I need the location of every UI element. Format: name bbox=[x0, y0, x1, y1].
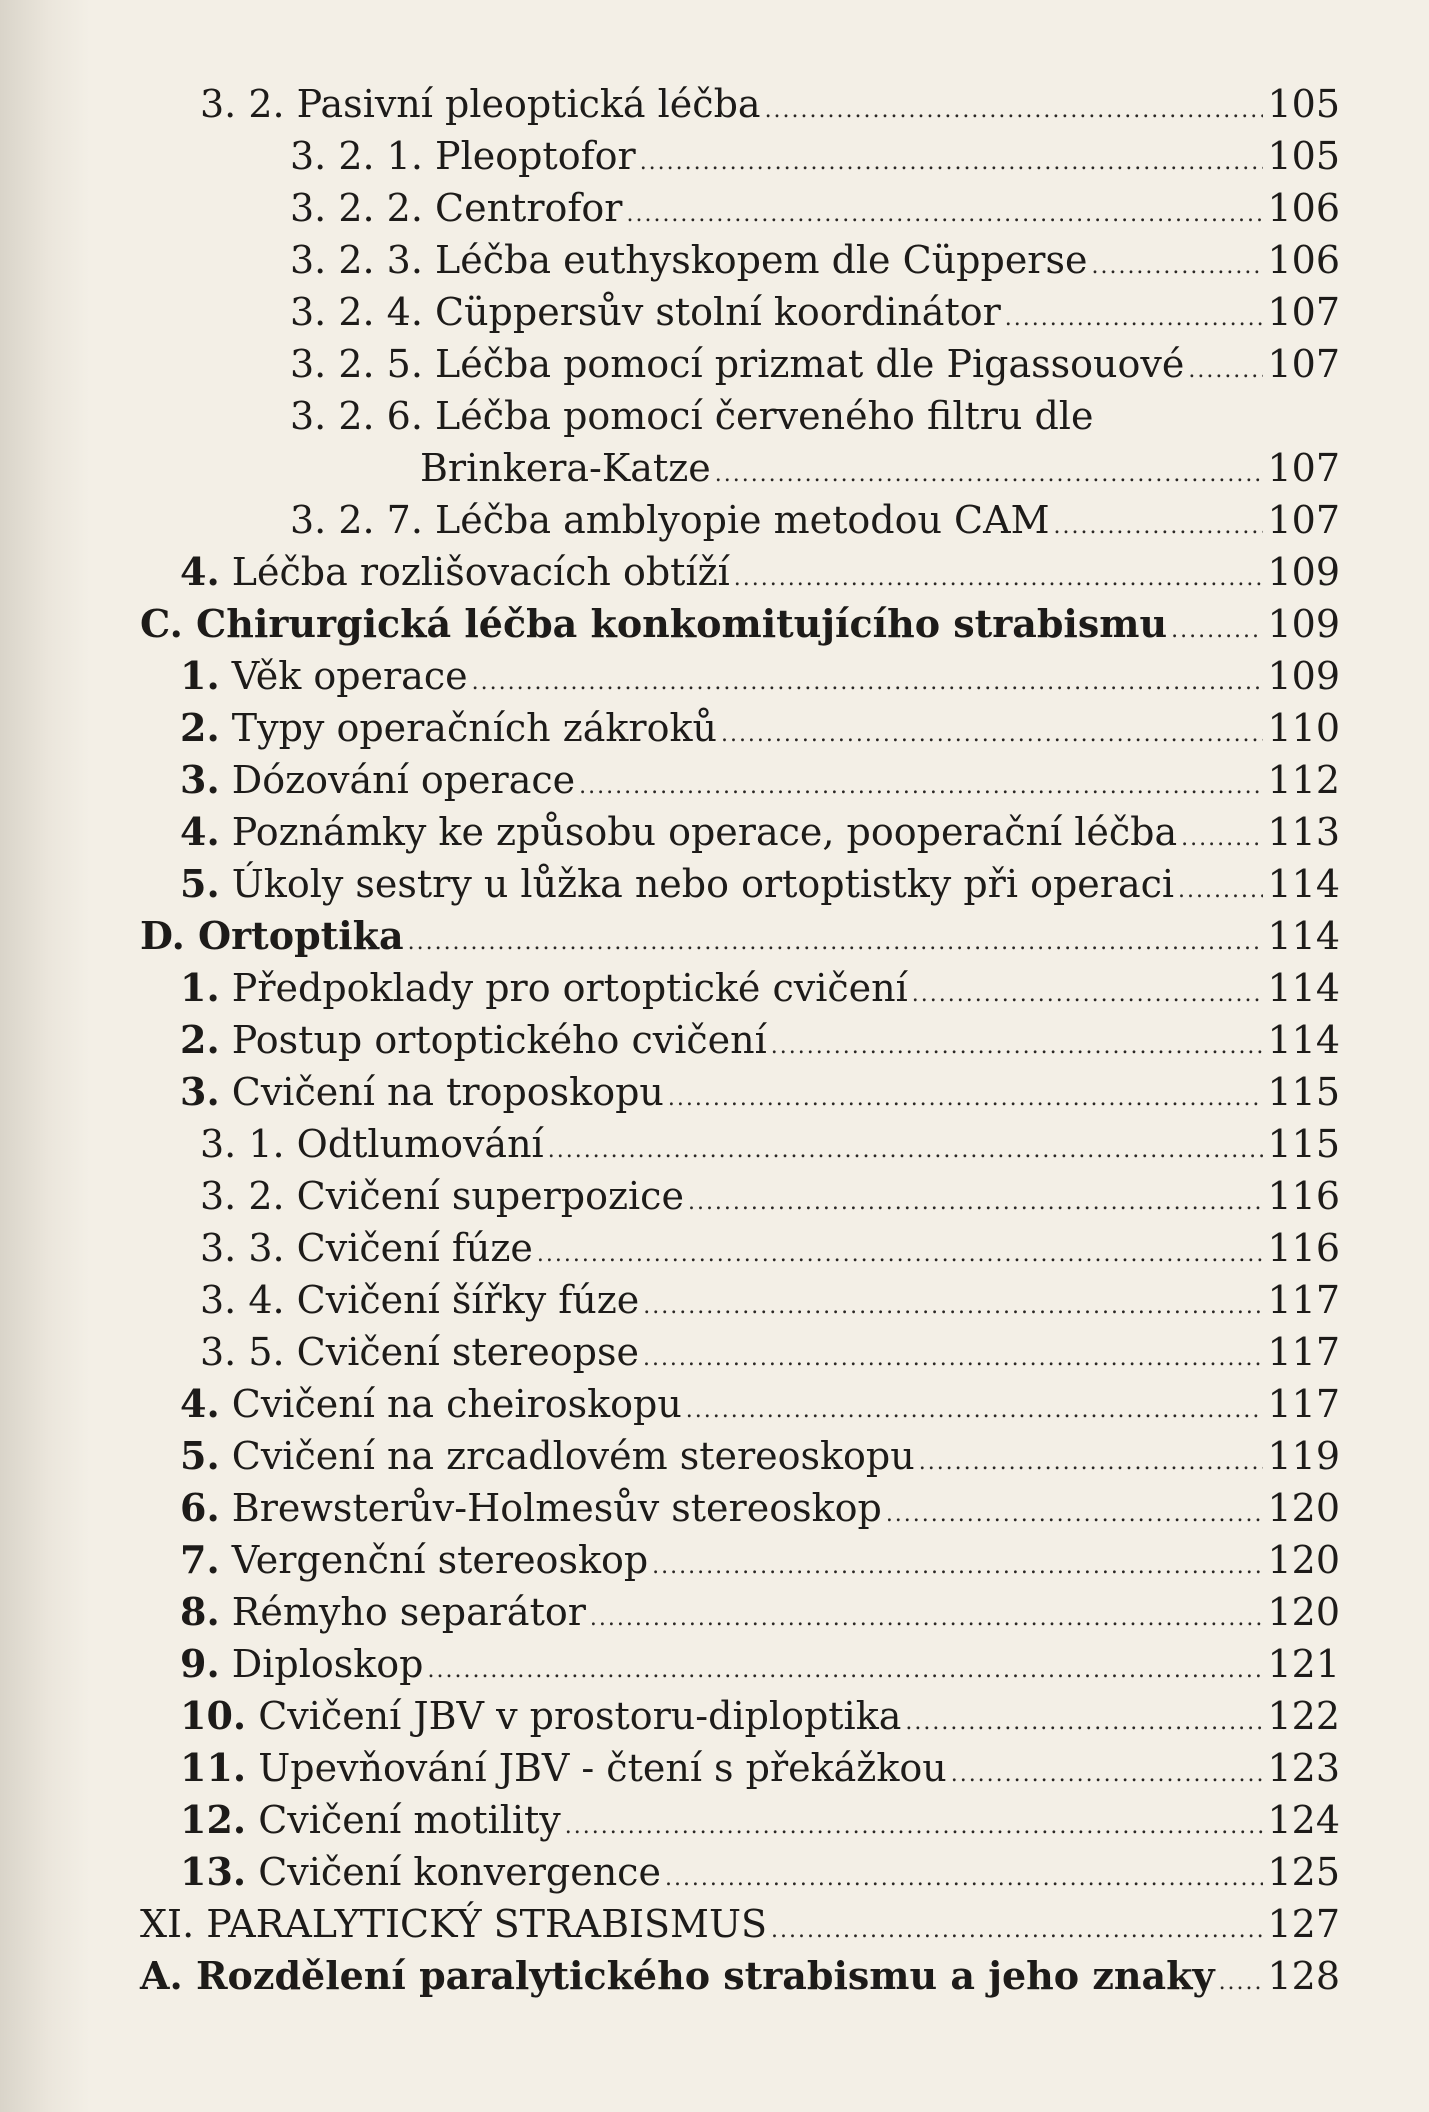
toc-entry bbox=[140, 1170, 1340, 1222]
toc-entry-page: 107 bbox=[1267, 446, 1340, 490]
toc-entry-number: 2. bbox=[180, 705, 220, 750]
toc-entry bbox=[140, 806, 1340, 858]
toc-entry-text: 3. 2. 4. Cüppersův stolní koordinátor bbox=[290, 290, 1001, 334]
toc-entry-text: Cvičení na cheiroskopu bbox=[231, 1382, 682, 1426]
toc-entry-page: 121 bbox=[1267, 1642, 1340, 1686]
toc-entry-title bbox=[180, 1482, 886, 1534]
toc-entry-title bbox=[200, 1170, 688, 1222]
toc-entry-number: 12. bbox=[180, 1797, 247, 1842]
toc-entry bbox=[140, 702, 1340, 754]
toc-entry-title bbox=[180, 1586, 590, 1638]
toc-entry bbox=[140, 754, 1340, 806]
toc-entry bbox=[140, 390, 1340, 442]
toc-entry-page: 114 bbox=[1267, 914, 1340, 958]
toc-entry bbox=[140, 546, 1340, 598]
toc-entry bbox=[140, 1690, 1340, 1742]
toc-entry-page: 115 bbox=[1267, 1070, 1340, 1114]
toc-entry-title bbox=[200, 1118, 548, 1170]
toc-entry-number: 9. bbox=[180, 1641, 220, 1686]
toc-entry bbox=[140, 1430, 1340, 1482]
toc-leader-dots bbox=[771, 1021, 1264, 1073]
toc-entry bbox=[140, 234, 1340, 286]
toc-entry bbox=[140, 1846, 1340, 1898]
toc-entry-page: 128 bbox=[1267, 1954, 1340, 1998]
toc-entry bbox=[140, 1742, 1340, 1794]
toc-entry-title bbox=[180, 1742, 951, 1794]
toc-entry-title bbox=[180, 1794, 565, 1846]
toc-entry-number: 2. bbox=[180, 1017, 220, 1062]
toc-entry-title bbox=[140, 1950, 1219, 2002]
toc-entry bbox=[140, 1014, 1340, 1066]
toc-leader-dots bbox=[912, 969, 1264, 1021]
toc-entry-text: Úkoly sestry u lůžka nebo ortoptistky při operaci bbox=[231, 862, 1175, 906]
toc-entry-text: 3. 2. Cvičení superpozice bbox=[200, 1174, 684, 1218]
toc-entry-page: 124 bbox=[1267, 1798, 1340, 1842]
toc-entry-title bbox=[420, 442, 715, 494]
toc-entry-text: 3. 1. Odtlumování bbox=[200, 1122, 544, 1166]
toc-entry-number: 6. bbox=[180, 1485, 220, 1530]
toc-entry-page: 114 bbox=[1267, 966, 1340, 1010]
toc-entry-title bbox=[200, 1274, 643, 1326]
toc-leader-dots bbox=[1188, 345, 1263, 397]
toc-leader-dots bbox=[765, 85, 1264, 137]
toc-leader-dots bbox=[886, 1489, 1264, 1541]
toc-entry-text: 3. 4. Cvičení šířky fúze bbox=[200, 1278, 640, 1322]
toc-entry-text: Poznámky ke způsobu operace, pooperační léčba bbox=[231, 810, 1178, 854]
toc-leader-dots bbox=[905, 1697, 1263, 1749]
toc-entry-text: Cvičení na zrcadlovém stereoskopu bbox=[231, 1434, 915, 1478]
toc-entry-number: 1. bbox=[180, 653, 220, 698]
toc-entry-text: XI. PARALYTICKÝ STRABISMUS bbox=[140, 1902, 768, 1946]
toc-entry bbox=[140, 1586, 1340, 1638]
toc-entry-title bbox=[140, 910, 408, 962]
toc-entry-page: 120 bbox=[1267, 1590, 1340, 1634]
toc-entry-title bbox=[180, 1066, 668, 1118]
toc-leader-dots bbox=[640, 137, 1264, 189]
toc-leader-dots bbox=[643, 1281, 1263, 1333]
toc-entry-page: 127 bbox=[1267, 1902, 1340, 1946]
toc-entry bbox=[140, 78, 1340, 130]
toc-entry-text: 3. 2. 7. Léčba amblyopie metodou CAM bbox=[290, 498, 1050, 542]
toc-entry-text: Vergenční stereoskop bbox=[231, 1538, 649, 1582]
toc-entry-text: C. Chirurgická léčba konkomitujícího strabismu bbox=[140, 601, 1168, 646]
toc-entry-page: 113 bbox=[1267, 810, 1340, 854]
toc-entry-number: 13. bbox=[180, 1849, 247, 1894]
toc-entry-title bbox=[290, 234, 1091, 286]
toc-leader-dots bbox=[919, 1437, 1264, 1489]
toc-entry-number: 3. bbox=[180, 1069, 220, 1114]
toc-entry-text: 3. 2. Pasivní pleoptická léčba bbox=[200, 82, 761, 126]
toc-entry-title bbox=[140, 598, 1171, 650]
page-gutter-shadow bbox=[0, 0, 90, 2112]
toc-entry-text: 3. 5. Cvičení stereopse bbox=[200, 1330, 639, 1374]
toc-entry bbox=[140, 598, 1340, 650]
toc-entry bbox=[140, 1222, 1340, 1274]
toc-entry-title bbox=[180, 858, 1178, 910]
toc-entry bbox=[140, 182, 1340, 234]
toc-entry bbox=[140, 338, 1340, 390]
toc-entry bbox=[140, 910, 1340, 962]
toc-entry-text: Věk operace bbox=[231, 654, 468, 698]
toc-leader-dots bbox=[652, 1541, 1263, 1593]
toc-leader-dots bbox=[1181, 813, 1263, 865]
toc-entry-page: 109 bbox=[1267, 654, 1340, 698]
toc-entry-page: 106 bbox=[1267, 186, 1340, 230]
toc-entry-number: 4. bbox=[180, 549, 220, 594]
toc-leader-dots bbox=[590, 1593, 1264, 1645]
toc-entry-page: 112 bbox=[1267, 758, 1340, 802]
toc-entry-page: 107 bbox=[1267, 498, 1340, 542]
toc-entry-number: 5. bbox=[180, 1433, 220, 1478]
toc-entry-number: 8. bbox=[180, 1589, 220, 1634]
toc-entry-text: 3. 3. Cvičení fúze bbox=[200, 1226, 533, 1270]
toc-entry-title bbox=[180, 754, 579, 806]
toc-entry-text: Léčba rozlišovacích obtíží bbox=[231, 550, 730, 594]
toc-entry-title bbox=[200, 1326, 643, 1378]
toc-entry-number: 10. bbox=[180, 1693, 247, 1738]
toc-entry bbox=[140, 130, 1340, 182]
toc-entry-title bbox=[290, 130, 640, 182]
toc-leader-dots bbox=[951, 1749, 1264, 1801]
toc-entry-text: 3. 2. 1. Pleoptofor bbox=[290, 134, 636, 178]
toc-entry-page: 125 bbox=[1267, 1850, 1340, 1894]
toc-leader-dots bbox=[1178, 865, 1263, 917]
toc-entry-page: 115 bbox=[1267, 1122, 1340, 1166]
toc-entry bbox=[140, 286, 1340, 338]
toc-entry bbox=[140, 1794, 1340, 1846]
toc-leader-dots bbox=[1219, 1957, 1264, 2009]
toc-entry-text: Cvičení motility bbox=[258, 1798, 561, 1842]
toc-entry-number: 3. bbox=[180, 757, 220, 802]
toc-entry-text: 3. 2. 5. Léčba pomocí prizmat dle Pigassouové bbox=[290, 342, 1185, 386]
toc-entry-title bbox=[200, 1222, 537, 1274]
toc-leader-dots bbox=[668, 1073, 1264, 1125]
toc-entry-text: Rémyho separátor bbox=[231, 1590, 586, 1634]
toc-entry-page: 114 bbox=[1267, 1018, 1340, 1062]
toc-leader-dots bbox=[565, 1801, 1264, 1853]
toc-entry bbox=[140, 1534, 1340, 1586]
toc-leader-dots bbox=[537, 1229, 1264, 1281]
toc-entry bbox=[140, 1482, 1340, 1534]
toc-entry-page: 109 bbox=[1267, 550, 1340, 594]
toc-entry-title bbox=[180, 1378, 686, 1430]
toc-entry-text: 3. 2. 2. Centrofor bbox=[290, 186, 623, 230]
toc-entry-title bbox=[180, 546, 734, 598]
toc-entry-title bbox=[290, 286, 1005, 338]
toc-leader-dots bbox=[1053, 501, 1263, 553]
toc-entry-title bbox=[180, 1846, 665, 1898]
toc-entry-title bbox=[180, 1430, 919, 1482]
toc-entry-page: 122 bbox=[1267, 1694, 1340, 1738]
toc-entry-page: 117 bbox=[1267, 1382, 1340, 1426]
toc-entry-title bbox=[290, 338, 1188, 390]
toc-entry-page: 123 bbox=[1267, 1746, 1340, 1790]
toc-entry bbox=[140, 1274, 1340, 1326]
toc-entry-number: 4. bbox=[180, 1381, 220, 1426]
toc-entry-title bbox=[180, 1534, 652, 1586]
table-of-contents bbox=[140, 78, 1340, 2002]
toc-entry-page: 109 bbox=[1267, 602, 1340, 646]
toc-leader-dots bbox=[643, 1333, 1264, 1385]
toc-entry-title bbox=[180, 806, 1181, 858]
toc-entry-title bbox=[180, 1690, 905, 1742]
toc-entry-page: 106 bbox=[1267, 238, 1340, 282]
toc-leader-dots bbox=[721, 709, 1264, 761]
toc-entry-text: Diploskop bbox=[231, 1642, 424, 1686]
toc-entry bbox=[140, 1638, 1340, 1690]
toc-entry bbox=[140, 442, 1340, 494]
toc-entry-title bbox=[180, 1638, 427, 1690]
toc-entry-title bbox=[290, 182, 626, 234]
toc-entry-title bbox=[290, 390, 1097, 442]
toc-entry-title bbox=[180, 702, 721, 754]
toc-leader-dots bbox=[1171, 605, 1263, 657]
toc-entry bbox=[140, 858, 1340, 910]
toc-entry-number: 7. bbox=[180, 1537, 220, 1582]
toc-entry-page: 107 bbox=[1267, 290, 1340, 334]
toc-entry-text: Brewsterův-Holmesův stereoskop bbox=[231, 1486, 882, 1530]
toc-entry-page: 110 bbox=[1267, 706, 1340, 750]
toc-entry-page: 120 bbox=[1267, 1486, 1340, 1530]
toc-entry-text: Brinkera-Katze bbox=[420, 446, 711, 490]
toc-entry-text: Cvičení na troposkopu bbox=[231, 1070, 664, 1114]
toc-entry bbox=[140, 1898, 1340, 1950]
toc-entry-title bbox=[180, 650, 472, 702]
toc-entry-text: Dózování operace bbox=[231, 758, 576, 802]
toc-entry-text: Typy operačních zákroků bbox=[231, 706, 717, 750]
toc-entry-text: Cvičení JBV v prostoru-diploptika bbox=[258, 1694, 902, 1738]
toc-entry-page: 107 bbox=[1267, 342, 1340, 386]
toc-entry-title bbox=[140, 1898, 771, 1950]
toc-entry-text: 3. 2. 3. Léčba euthyskopem dle Cüpperse bbox=[290, 238, 1088, 282]
toc-entry-text: Upevňování JBV - čtení s překážkou bbox=[258, 1746, 947, 1790]
toc-entry-page: 117 bbox=[1267, 1278, 1340, 1322]
toc-entry-page: 116 bbox=[1267, 1174, 1340, 1218]
toc-entry bbox=[140, 1378, 1340, 1430]
toc-entry bbox=[140, 962, 1340, 1014]
toc-leader-dots bbox=[688, 1177, 1264, 1229]
toc-entry-page: 105 bbox=[1267, 134, 1340, 178]
toc-entry bbox=[140, 650, 1340, 702]
toc-entry-page: 116 bbox=[1267, 1226, 1340, 1270]
toc-entry-page: 105 bbox=[1267, 82, 1340, 126]
toc-entry bbox=[140, 1326, 1340, 1378]
toc-leader-dots bbox=[1091, 241, 1263, 293]
toc-entry-number: 4. bbox=[180, 809, 220, 854]
toc-entry-page: 114 bbox=[1267, 862, 1340, 906]
toc-entry-text: D. Ortoptika bbox=[140, 913, 404, 958]
toc-entry-text: 3. 2. 6. Léčba pomocí červeného filtru dle bbox=[290, 394, 1094, 438]
toc-entry-page: 117 bbox=[1267, 1330, 1340, 1374]
toc-entry-title bbox=[290, 494, 1053, 546]
toc-entry-number: 1. bbox=[180, 965, 220, 1010]
toc-entry-page: 119 bbox=[1267, 1434, 1340, 1478]
toc-entry-page: 120 bbox=[1267, 1538, 1340, 1582]
toc-entry-text: Předpoklady pro ortoptické cvičení bbox=[231, 966, 908, 1010]
toc-entry-title bbox=[180, 1014, 771, 1066]
toc-entry bbox=[140, 1118, 1340, 1170]
toc-entry bbox=[140, 1950, 1340, 2002]
toc-entry-title bbox=[180, 962, 912, 1014]
toc-entry-text: Postup ortoptického cvičení bbox=[231, 1018, 767, 1062]
toc-entry bbox=[140, 494, 1340, 546]
toc-entry-text: A. Rozdělení paralytického strabismu a jeho znaky bbox=[140, 1953, 1215, 1998]
toc-entry-text: Cvičení konvergence bbox=[258, 1850, 661, 1894]
toc-entry-number: 5. bbox=[180, 861, 220, 906]
toc-entry-number: 11. bbox=[180, 1745, 247, 1790]
toc-entry-title bbox=[200, 78, 765, 130]
toc-entry bbox=[140, 1066, 1340, 1118]
